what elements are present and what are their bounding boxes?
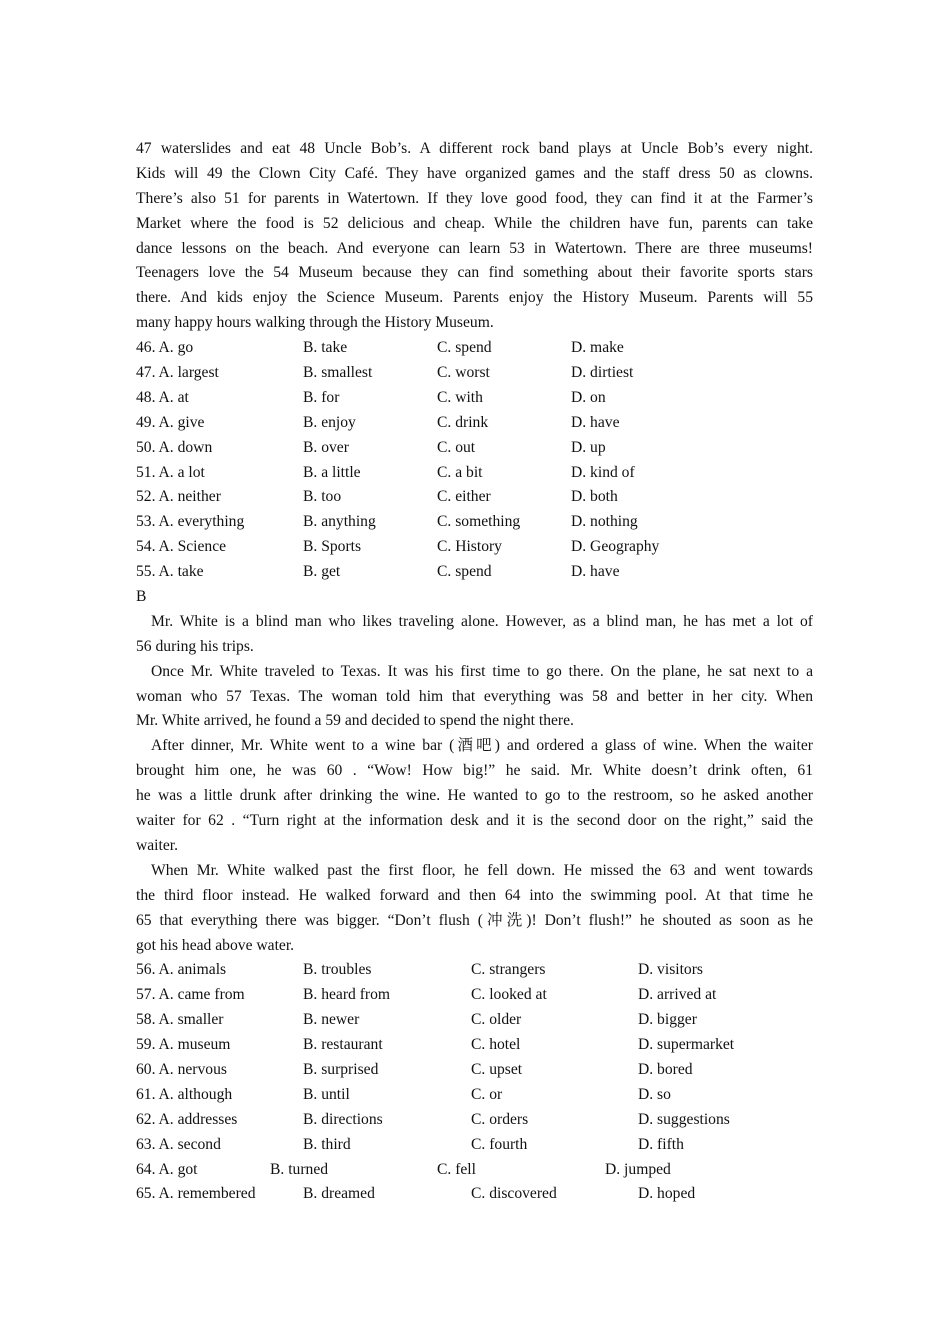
option-row <box>136 958 813 983</box>
option-row <box>136 1133 813 1158</box>
option-a: 63. A. second <box>136 1135 221 1153</box>
option-a: 48. A. at <box>136 388 189 406</box>
passage-line: dance lessons on the beach. And everyone can learn 53 in Watertown. There are three museums! <box>136 239 813 257</box>
option-d: D. have <box>571 413 620 431</box>
option-c: C. a bit <box>437 463 483 481</box>
option-c: C. spend <box>437 563 492 581</box>
option-b: B. troubles <box>303 961 372 979</box>
option-c: C. worst <box>437 364 490 382</box>
option-a: 61. A. although <box>136 1085 233 1103</box>
option-a: 54. A. Science <box>136 538 227 556</box>
passage-line: he was a little drunk after drinking the wine. He wanted to go to the restroom, so he asked another <box>136 787 813 805</box>
exam-page <box>136 137 813 1207</box>
passage-b <box>136 610 813 958</box>
option-d: D. fifth <box>638 1135 684 1153</box>
passage-line: 65 that everything there was bigger. “Don’t flush (冲洗)! Don’t flush!” he shouted as soon as he <box>136 911 813 929</box>
option-row <box>136 436 813 461</box>
passage-line: Mr. White is a blind man who likes traveling alone. However, as a blind man, he has met a lot of <box>151 612 813 630</box>
option-b: B. dreamed <box>303 1185 375 1203</box>
option-row <box>136 411 813 436</box>
option-d: D. Geography <box>571 538 660 556</box>
option-b: B. smallest <box>303 364 373 382</box>
option-row <box>136 386 813 411</box>
option-a: 65. A. remembered <box>136 1185 256 1203</box>
option-d: D. visitors <box>638 961 703 979</box>
option-c: C. older <box>471 1011 522 1029</box>
option-d: D. kind of <box>571 463 635 481</box>
option-d: D. jumped <box>605 1160 671 1178</box>
option-b: B. restaurant <box>303 1036 383 1054</box>
option-row <box>136 1182 813 1207</box>
option-d: D. hoped <box>638 1185 696 1203</box>
passage-line: Kids will 49 the Clown City Café. They have organized games and the staff dress 50 as clowns. <box>136 164 813 182</box>
option-c: C. hotel <box>471 1036 521 1054</box>
passage-line: When Mr. White walked past the first floor, he fell down. He missed the 63 and went towards <box>151 861 813 879</box>
options-b <box>136 958 813 1207</box>
option-a: 49. A. give <box>136 413 205 431</box>
option-a: 52. A. neither <box>136 488 221 506</box>
option-c: C. out <box>437 438 476 456</box>
option-row <box>136 983 813 1008</box>
option-b: B. enjoy <box>303 413 356 431</box>
option-b: B. directions <box>303 1110 383 1128</box>
option-c: C. discovered <box>471 1185 557 1203</box>
options-a <box>136 336 813 585</box>
passage-line: there. And kids enjoy the Science Museum. Parents enjoy the History Museum. Parents will 55 <box>136 289 813 307</box>
option-d: D. supermarket <box>638 1036 735 1054</box>
option-a: 58. A. smaller <box>136 1011 224 1029</box>
option-row <box>136 1058 813 1083</box>
passage-line: waiter. <box>136 836 178 854</box>
option-c: C. with <box>437 388 483 406</box>
option-row <box>136 1083 813 1108</box>
option-c: C. drink <box>437 413 489 431</box>
option-c: C. fourth <box>471 1135 528 1153</box>
option-b: B. until <box>303 1085 350 1103</box>
passage-line: many happy hours walking through the History Museum. <box>136 314 494 332</box>
passage-line: got his head above water. <box>136 936 295 954</box>
option-b: B. anything <box>303 513 376 531</box>
option-row <box>136 1008 813 1033</box>
option-b: B. get <box>303 563 341 581</box>
section-label: B <box>136 588 147 606</box>
option-a: 56. A. animals <box>136 961 227 979</box>
option-a: 53. A. everything <box>136 513 245 531</box>
option-d: D. nothing <box>571 513 638 531</box>
option-b: B. over <box>303 438 349 456</box>
option-row <box>136 361 813 386</box>
option-c: C. upset <box>471 1060 523 1078</box>
option-d: D. dirtiest <box>571 364 634 382</box>
option-c: C. strangers <box>471 961 546 979</box>
option-a: 50. A. down <box>136 438 213 456</box>
option-a: 46. A. go <box>136 339 194 357</box>
option-a: 62. A. addresses <box>136 1110 238 1128</box>
option-d: D. arrived at <box>638 986 717 1004</box>
passage-line: Market where the food is 52 delicious and cheap. While the children have fun, parents can take <box>136 214 813 232</box>
option-b: B. heard from <box>303 986 391 1004</box>
option-a: 60. A. nervous <box>136 1060 227 1078</box>
option-row <box>136 1108 813 1133</box>
option-row <box>136 1158 813 1183</box>
option-d: D. both <box>571 488 618 506</box>
option-c: C. either <box>437 488 491 506</box>
option-d: D. bigger <box>638 1011 697 1029</box>
passage-line: waiter for 62 . “Turn right at the information desk and it is the second door on the right,” said the <box>136 812 813 830</box>
option-d: D. so <box>638 1085 671 1103</box>
passage-line: There’s also 51 for parents in Watertown. If they love good food, they can find it at the Farmer’s <box>136 189 813 207</box>
option-b: B. for <box>303 388 340 406</box>
passage-line: Mr. White arrived, he found a 59 and decided to spend the night there. <box>136 712 574 730</box>
option-b: B. a little <box>303 463 361 481</box>
option-c: C. orders <box>471 1110 529 1128</box>
option-c: C. fell <box>437 1160 476 1178</box>
option-c: C. spend <box>437 339 492 357</box>
option-row <box>136 485 813 510</box>
option-d: D. bored <box>638 1060 693 1078</box>
option-a: 51. A. a lot <box>136 463 205 481</box>
option-b: B. newer <box>303 1011 360 1029</box>
option-row <box>136 336 813 361</box>
option-c: C. looked at <box>471 986 547 1004</box>
option-row <box>136 1033 813 1058</box>
passage-line: the third floor instead. He walked forward and then 64 into the swimming pool. At that time he <box>136 886 813 904</box>
passage-line: brought him one, he was 60 . “Wow! How big!” he said. Mr. White doesn’t drink often, 61 <box>136 762 813 780</box>
option-b: B. surprised <box>303 1060 379 1078</box>
option-a: 64. A. got <box>136 1160 198 1178</box>
option-d: D. make <box>571 339 624 357</box>
option-row <box>136 510 813 535</box>
option-b: B. too <box>303 488 342 506</box>
option-c: C. something <box>437 513 521 531</box>
option-b: B. third <box>303 1135 351 1153</box>
option-d: D. suggestions <box>638 1110 730 1128</box>
passage-line: Once Mr. White traveled to Texas. It was his first time to go there. On the plane, he sat next to a <box>151 662 813 680</box>
passage-line: After dinner, Mr. White went to a wine bar (酒吧) and ordered a glass of wine. When the waiter <box>151 737 813 755</box>
option-a: 57. A. came from <box>136 986 245 1004</box>
option-row <box>136 535 813 560</box>
option-a: 47. A. largest <box>136 364 219 382</box>
option-d: D. up <box>571 438 606 456</box>
passage-line: 56 during his trips. <box>136 637 254 655</box>
passage-line: 47 waterslides and eat 48 Uncle Bob’s. A different rock band plays at Uncle Bob’s every night. <box>136 140 813 157</box>
option-c: C. History <box>437 538 502 556</box>
passage-line: woman who 57 Texas. The woman told him that everything was 58 and better in her city. When <box>136 687 813 705</box>
option-b: B. take <box>303 339 348 357</box>
passage-a <box>136 137 813 336</box>
option-c: C. or <box>471 1085 503 1103</box>
option-d: D. on <box>571 388 606 406</box>
option-a: 59. A. museum <box>136 1036 231 1054</box>
option-a: 55. A. take <box>136 563 204 581</box>
option-row <box>136 560 813 585</box>
passage-line: Teenagers love the 54 Museum because they can find something about their favorite sports stars <box>136 264 813 282</box>
option-b: B. Sports <box>303 538 362 556</box>
option-d: D. have <box>571 563 620 581</box>
option-row <box>136 461 813 486</box>
option-b: B. turned <box>270 1160 329 1178</box>
